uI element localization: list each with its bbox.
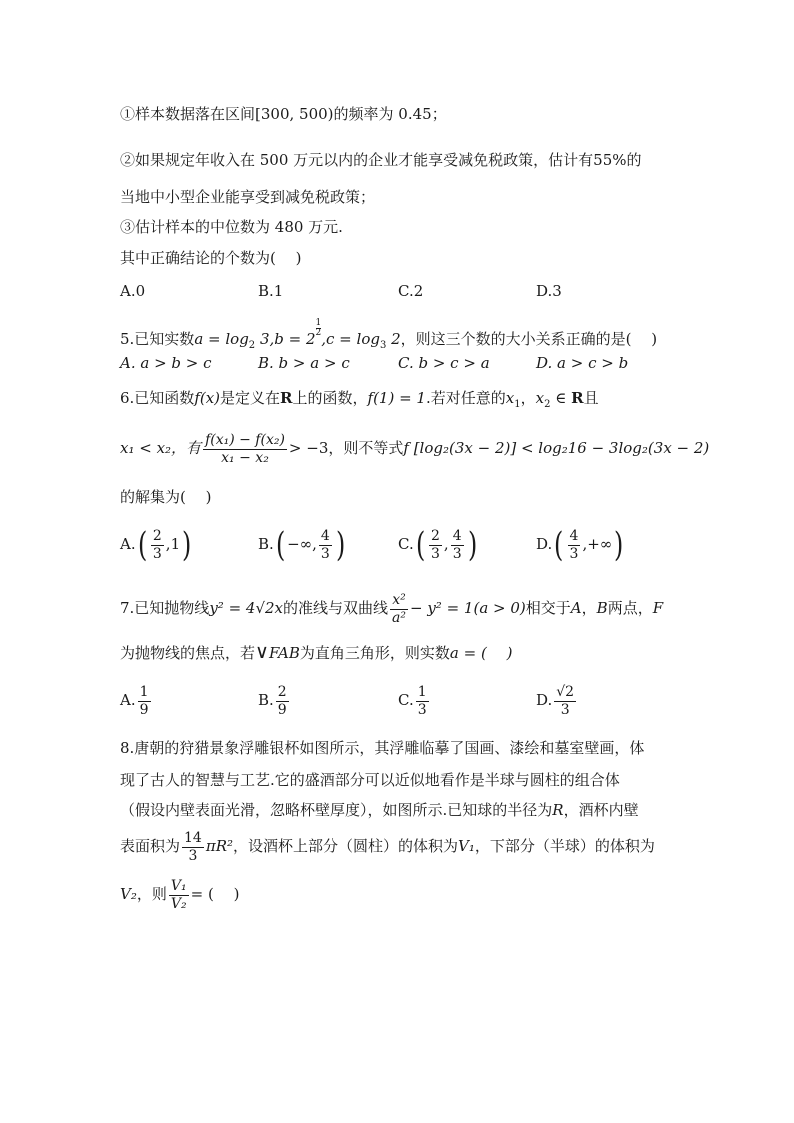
- q7-option-a: [120, 680, 153, 720]
- q6-x1: x: [505, 389, 515, 407]
- q6-option-b: B.( −∞, $\frac{4}{3}$ ): [258, 525, 346, 565]
- q5-c-expr: ,c = log: [321, 330, 380, 348]
- question-6-line-2: [120, 428, 709, 468]
- q7-d-label: D.: [536, 691, 553, 709]
- q5-option-d: D. a > c > b: [536, 354, 629, 372]
- q5-b-exp-num: 1: [315, 318, 322, 328]
- q6-c-frac-1: [429, 528, 442, 563]
- q5-option-a: A. a > b > c: [120, 354, 212, 372]
- q8-area-rest: πR²: [205, 837, 234, 855]
- q6-real-set-2: R: [571, 389, 584, 407]
- q6-mid-3: .若对任意的: [425, 389, 506, 407]
- q6-a-num: 2: [152, 527, 162, 544]
- q5-b-exp-den: 2: [315, 328, 322, 338]
- q8-ratio-num: V₁: [170, 877, 187, 894]
- q5-lead: 5.已知实数: [120, 330, 195, 348]
- q8-line3-tail: ，酒杯内壁: [563, 801, 639, 819]
- q6-d-label: D.: [536, 535, 553, 553]
- question-8-line-4: [120, 826, 655, 866]
- q8-ratio-frac: [169, 878, 189, 913]
- q7-option-b: [258, 680, 291, 720]
- q6-mid-1: 是定义在: [220, 389, 281, 407]
- q8-line4-mid: ，设酒杯上部分（圆柱）的体积为: [233, 837, 459, 855]
- q7-hyperbola-frac: [390, 592, 408, 627]
- q6-fx: f(x): [194, 389, 221, 407]
- q8-v1: V₁: [458, 837, 475, 855]
- statement-1-suffix: 的频率为 0.45；: [333, 105, 447, 123]
- q7-points: 两点，: [607, 599, 653, 617]
- q4-option-b: B.1: [258, 282, 284, 300]
- q5-c-base: 3: [379, 340, 387, 351]
- q4-option-c: C.2: [398, 282, 424, 300]
- q6-line2-lead: x₁ < x₂，有: [120, 439, 202, 457]
- q7-option-c: [398, 680, 431, 720]
- question-8-line-1: 8.唐朝的狩猎景象浮雕银杯如图所示，其浮雕临摹了国画、漆绘和墓室壁画，体: [120, 739, 645, 757]
- q8-radius: R: [552, 801, 564, 819]
- question-8-line-2: 现了古人的智慧与工艺.它的盛酒部分可以近似地看作是半球与圆柱的组合体: [120, 771, 620, 789]
- q7-b-num: 2: [277, 683, 287, 700]
- q6-a-frac: [151, 528, 164, 563]
- q7-a-num: 1: [139, 683, 149, 700]
- q6-c-frac-2: [451, 528, 464, 563]
- q6-mid-2: 上的函数，: [292, 389, 368, 407]
- q7-comma: ，: [581, 599, 597, 617]
- statement-2-tail: 的: [626, 151, 642, 169]
- q6-option-a: A.( $\frac{2}{3}$ ,1): [120, 525, 192, 565]
- q8-area-frac: [182, 830, 204, 865]
- statement-2-line-1: [120, 150, 642, 170]
- q4-option-a: A.0: [120, 282, 146, 300]
- question-4-prompt: 其中正确结论的个数为( ): [120, 249, 302, 267]
- q6-c-num-2: 4: [452, 527, 462, 544]
- q5-c-arg: 2: [386, 330, 401, 348]
- question-5: [120, 319, 657, 356]
- q7-mid: 的准线与双曲线: [283, 599, 389, 617]
- q6-b-left: −∞,: [287, 535, 317, 553]
- q7-line2-a: a = ( ): [449, 644, 513, 662]
- question-8-line-5: [120, 872, 239, 916]
- q7-c-num: 1: [417, 683, 427, 700]
- q7-point-b: B: [596, 599, 608, 617]
- q7-c-den: 3: [417, 701, 427, 718]
- q7-d-frac: [554, 684, 576, 719]
- q7-b-label: B.: [258, 691, 274, 709]
- q6-lead: 6.已知函数: [120, 389, 195, 407]
- q7-a-den: 9: [139, 701, 149, 718]
- q8-v2: V₂: [120, 885, 137, 903]
- q6-b-label: B.: [258, 535, 274, 553]
- statement-1: [120, 104, 447, 124]
- q6-a-right: ,1: [165, 535, 181, 553]
- q5-a-expr: a = log: [194, 330, 249, 348]
- q6-dq-den: x₁ − x₂: [221, 449, 269, 466]
- triangle-icon: ∨: [255, 641, 269, 663]
- q6-dq-num: f(x₁) − f(x₂): [205, 431, 285, 448]
- q8-line3-text: （假设内壁表面光滑，忽略杯壁厚度），如图所示.已知球的半径为: [120, 801, 553, 819]
- q7-hyperbola-rest: − y² = 1(a > 0): [410, 599, 526, 617]
- q5-option-b: B. b > a > c: [258, 354, 350, 372]
- q6-d-num: 4: [569, 527, 579, 544]
- q7-lead: 7.已知抛物线: [120, 599, 210, 617]
- q6-f1: f(1) = 1: [367, 389, 426, 407]
- q7-point-f: F: [652, 599, 664, 617]
- q5-a-arg: 3,: [255, 330, 275, 348]
- q6-a-den: 3: [152, 545, 162, 562]
- q6-b-frac: [319, 528, 332, 563]
- q6-sep: ，: [520, 389, 536, 407]
- q8-area-num: 14: [184, 829, 202, 846]
- q8-line4-lead: 表面积为: [120, 837, 181, 855]
- q6-line2-gt: > −3，则不等式: [288, 439, 404, 457]
- q7-fab: FAB: [268, 644, 300, 662]
- q8-line5-mid: ，则: [136, 885, 167, 903]
- q6-c-den-2: 3: [452, 545, 462, 562]
- q7-point-a: A: [570, 599, 582, 617]
- question-7-line-2: [120, 642, 512, 663]
- q7-a-frac: [138, 684, 151, 719]
- q7-tail: 相交于: [525, 599, 571, 617]
- q7-c-label: C.: [398, 691, 414, 709]
- q5-a-base: 2: [248, 340, 256, 351]
- q7-d-den: 3: [560, 701, 570, 718]
- q8-ratio-den: V₂: [170, 895, 187, 912]
- statement-2-line-2: 当地中小型企业能享受到减免税政策；: [120, 188, 376, 206]
- q6-d-right: ,+∞: [582, 535, 613, 553]
- q6-a-label: A.: [120, 535, 136, 553]
- statement-1-interval: [300, 500): [255, 105, 334, 123]
- q6-b-num: 4: [320, 527, 330, 544]
- q5-b-expr: b = 2: [274, 330, 316, 348]
- q8-line4-tail: ，下部分（半球）的体积为: [474, 837, 655, 855]
- q7-a-label: A.: [120, 691, 136, 709]
- q6-option-c: C.( $\frac{2}{3}$ , $\frac{4}{3}$ ): [398, 525, 477, 565]
- q7-hyp-den: a²: [392, 609, 406, 626]
- statement-1-prefix: ①样本数据落在区间: [120, 105, 256, 123]
- q5-option-c: C. b > c > a: [398, 354, 490, 372]
- statement-2-text: ②如果规定年收入在 500 万元以内的企业才能享受减免税政策，估计有: [120, 151, 594, 169]
- q6-option-d: D.( $\frac{4}{3}$ ,+∞): [536, 525, 624, 565]
- q6-inequality: f [log₂(3x − 2)] < log₂16 − 3log₂(3x − 2): [403, 439, 710, 457]
- q6-difference-quotient: [203, 432, 287, 467]
- statement-3: ③估计样本的中位数为 480 万元.: [120, 218, 343, 236]
- q6-c-label: C.: [398, 535, 414, 553]
- q8-line5-tail: = ( ): [190, 885, 240, 903]
- q7-parabola: y² = 4√2x: [209, 599, 284, 617]
- q7-b-frac: [276, 684, 289, 719]
- q6-c-num-1: 2: [430, 527, 440, 544]
- q7-c-frac: [416, 684, 429, 719]
- question-6-line-1: 6.已知函数f(x)是定义在R上的函数，f(1) = 1.若对任意的$x_1$，$x_2$ ∈ R且: [120, 389, 599, 410]
- q7-line2-lead: 为抛物线的焦点，若: [120, 644, 256, 662]
- q6-c-den-1: 3: [430, 545, 440, 562]
- q7-line2-mid: 为直角三角形，则实数: [299, 644, 450, 662]
- q5-tail: ，则这三个数的大小关系正确的是( ): [400, 330, 658, 348]
- q6-x2: x: [535, 389, 545, 407]
- q6-b-den: 3: [320, 545, 330, 562]
- question-7-line-1: [120, 588, 663, 628]
- q6-d-frac: [568, 528, 581, 563]
- q6-real-set: R: [280, 389, 293, 407]
- q7-d-num: √2: [556, 683, 575, 700]
- q7-hyp-num: x²: [390, 592, 408, 610]
- q6-end: 且: [583, 389, 599, 407]
- q6-in: ∈: [550, 389, 572, 407]
- q7-b-den: 9: [277, 701, 287, 718]
- question-6-line-3: 的解集为( ): [120, 488, 212, 506]
- q4-option-d: D.3: [536, 282, 562, 300]
- q6-d-den: 3: [569, 545, 579, 562]
- question-8-line-3: [120, 800, 639, 820]
- q7-option-d: [536, 680, 578, 720]
- q8-area-den: 3: [188, 847, 198, 864]
- statement-2-percent: 55%: [593, 151, 627, 169]
